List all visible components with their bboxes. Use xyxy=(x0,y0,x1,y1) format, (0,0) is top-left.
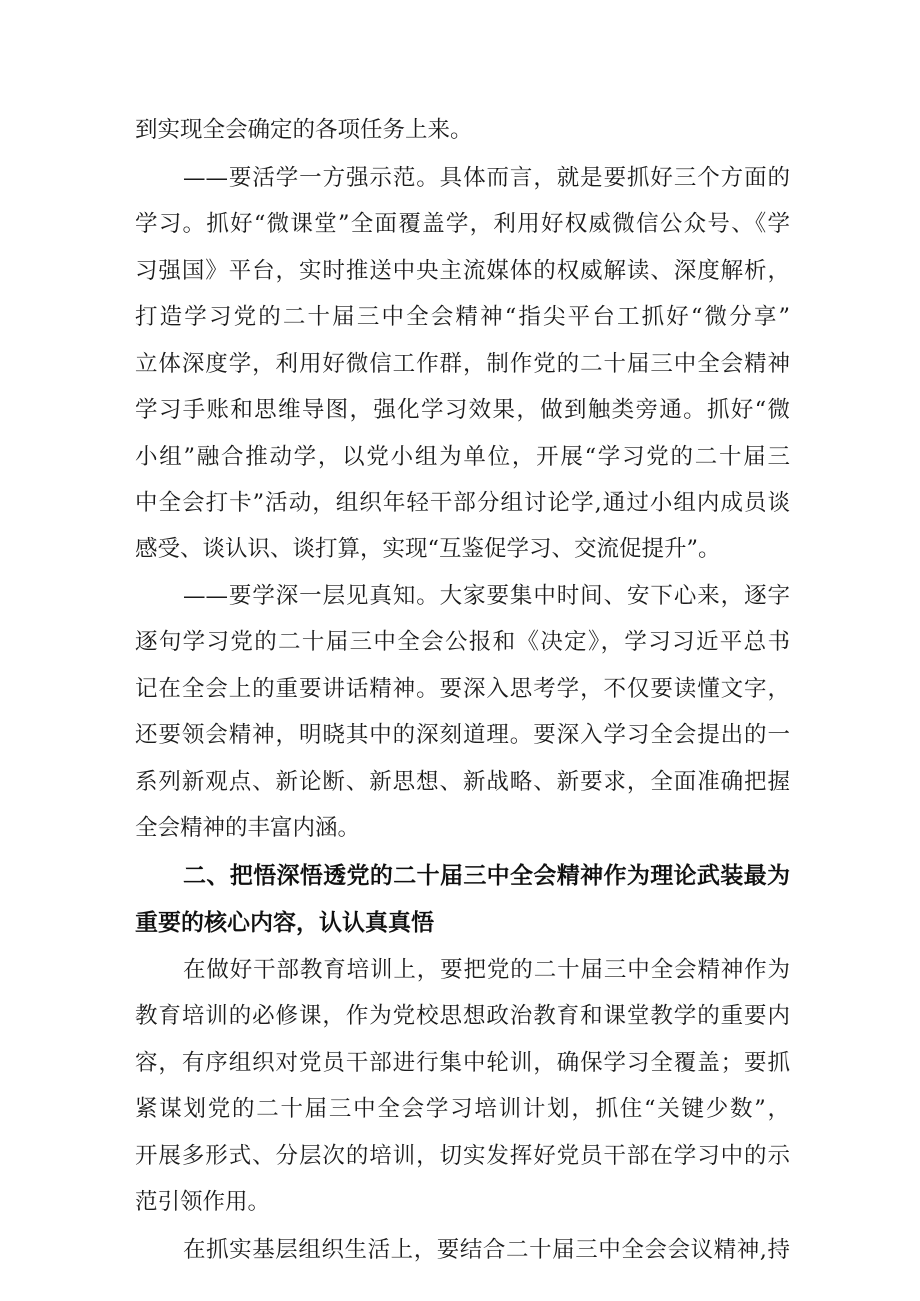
body-line-06: 立体深度学，利用好微信工作群，制作党的二十届三中全会精神 xyxy=(135,351,790,377)
body-line-22: 范引领作用。 xyxy=(135,1189,271,1215)
body-line-13: 记在全会上的重要讲话精神。要深入思考学，不仅要读懂文字， xyxy=(135,676,790,702)
body-line-12: 逐句学习党的二十届三中全会公报和《决定》，学习习近平总书 xyxy=(135,629,790,655)
body-line-10: 感受、谈认识、谈打算，实现“互鉴促学习、交流促提升”。 xyxy=(135,536,721,562)
body-line-23: 在抓实基层组织生活上，要结合二十届三中全会会议精神,持 xyxy=(183,1237,790,1263)
body-line-11: ——要学深一层见真知。大家要集中时间、安下心来，逐字 xyxy=(183,583,790,609)
body-line-14: 还要领会精神，明晓其中的深刻道理。要深入学习全会提出的一 xyxy=(135,722,790,748)
body-line-04: 习强国》平台，实时推送中央主流媒体的权威解读、深度解析， xyxy=(135,258,790,284)
body-line-17: 在做好干部教育培训上，要把党的二十届三中全会精神作为 xyxy=(183,957,790,983)
body-line-21: 开展多形式、分层次的培训，切实发挥好党员干部在学习中的示 xyxy=(135,1143,790,1169)
body-line-02: ——要活学一方强示范。具体而言，就是要抓好三个方面的 xyxy=(183,165,790,191)
section-heading-line-1: 二、把悟深悟透党的二十届三中全会精神作为理论武装最为 xyxy=(183,863,790,889)
body-line-18: 教育培训的必修课，作为党校思想政治教育和课堂教学的重要内 xyxy=(135,1003,790,1029)
body-line-07: 学习手账和思维导图，强化学习效果，做到触类旁通。抓好“微 xyxy=(135,397,790,423)
body-line-03: 学习。抓好“微课堂”全面覆盖学，利用好权威微信公众号、《学 xyxy=(135,211,790,237)
body-line-15: 系列新观点、新论断、新思想、新战略、新要求，全面准确把握 xyxy=(135,769,790,795)
body-line-05: 打造学习党的二十届三中全会精神“指尖平台工抓好“微分享” xyxy=(135,304,790,330)
body-line-16: 全会精神的丰富内涵。 xyxy=(135,815,361,841)
body-line-01: 到实现全会确定的各项任务上来。 xyxy=(135,117,473,143)
body-line-08: 小组”融合推动学，以党小组为单位，开展“学习党的二十届三 xyxy=(135,444,790,470)
body-line-20: 紧谋划党的二十届三中全会学习培训计划，抓住“关键少数”， xyxy=(135,1096,790,1122)
section-heading-line-2: 重要的核心内容，认认真真悟 xyxy=(135,910,434,936)
body-line-19: 容，有序组织对党员干部进行集中轮训，确保学习全覆盖；要抓 xyxy=(135,1050,790,1076)
body-line-09: 中全会打卡”活动，组织年轻干部分组讨论学,通过小组内成员谈 xyxy=(135,490,790,516)
